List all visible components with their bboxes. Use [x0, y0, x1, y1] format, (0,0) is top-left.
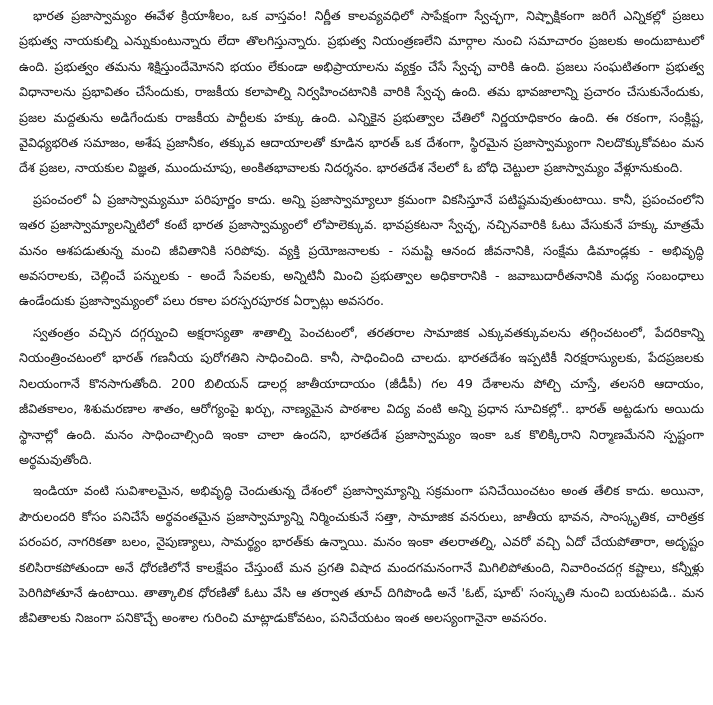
paragraph-democracy-reality: భారత ప్రజాస్వామ్యం ఈవేళ క్రియాశీలం, ఒక వాస్తవం! నిర్ణీత కాలవ్యవధిలో సాపేక్షంగా స్వేచ్ఛగా, నిష్పాక్షికంగా జరిగే ఎన్నికల్లో ప్రజలు ప్రభుత్వ నాయకుల్ని ఎన్నుకుంటున్నారు లేదా తొలగిస్తున్నారు. ప్రభుత్వ నియంత్రణలేని మార్గాల నుంచి సమాచారం ప్రజలకు అందుబాటులో ఉంది. ప్రభుత్వం తమను శిక్షిస్తుందేమోనని భయం లేకుండా అభిప్రాయాలను వ్యక్తం చేసే స్వేచ్ఛ వారికి ఉంది. ప్రజలు సంఘటితంగా ప్రభుత్వ విధానాలను ప్రభావితం చేసేందుకు, రాజకీయ కలాపాల్ని నిర్వహించటానికి వారికి స్వేచ్ఛ ఉంది. తమ భావజాలాన్ని ప్రచారం చేసుకునేందుకు, ప్రజల మద్దతును అడిగేందుకు రాజకీయ పార్టీలకు హక్కు ఉంది. ఎన్నికైన ప్రభుత్వాల చేతిలో నిర్ణయాధికారం ఉంది. ఈ రకంగా, సంక్లిష్ట, వైవిధ్యభరిత సమాజం, అశేష ప్రజానీకం, తక్కువ ఆదాయాలతో కూడిన భారత్ ఒక దేశంగా, స్థిరమైన ప్రజాస్వామ్యంగా నిలదొక్కుకోవటం మన దేశ ప్రజల, నాయకుల విజ్ఞత, ముందుచూపు, అంకితభావాలకు నిదర్శనం. భారతదేశ నేలలో ఓ బోధి చెట్టులా ప్రజాస్వామ్యం వేళ్లూనుకుంది.: [19, 8, 704, 176]
paragraph-way-forward: ఇండియా వంటి సువిశాలమైన, అభివృద్ధి చెందుతున్న దేశంలో ప్రజాస్వామ్యాన్ని సక్రమంగా పనిచేయించటం అంత తేలిక కాదు. అయినా, పౌరులందరి కోసం పనిచేసే అర్థవంతమైన ప్రజాస్వామ్యాన్ని నిర్మించుకునే సత్తా, సామాజిక వనరులు, జాతీయ భావన, సాంస్కృతిక, చారిత్రక పరంపర, నాగరికతా బలం, నైపుణ్యాలు, సామర్థ్యం భారత్‌కు ఉన్నాయి. మనం ఇంకా తలరాతల్ని, ఎవరో వచ్చి ఏదో చేయపోతారా, అదృష్టం కలిసిరాకపోతుందా అనే ధోరణిలోనే కాలక్షేపం చేస్తుంటే మన ప్రగతి విషాద మందగమనంగానే మిగిలిపోతుంది, నివారించదగ్గ కష్టాలు, కన్నీళ్లు పెరిగిపోతూనే ఉంటాయి. తాత్కాలిక ధోరణితో ఓటు వేసి ఆ తర్వాత తూచ్ దిగిపొండి అనే 'ఓట్, షూట్' సంస్కృతి నుంచి బయటపడి.. మన జీవితాలకు నిజంగా పనికొచ్చే అంశాల గురించి మాట్లాడుకోవటం, పనిచేయటం ఇంత అలస్యంగానైనా అవసరం.: [19, 483, 704, 626]
paragraph-progress-since-independence: స్వతంత్రం వచ్చిన దగ్గర్నుంచి అక్షరాస్యతా శాతాల్ని పెంచటంలో, తరతరాల సామాజిక ఎక్కువతక్కువలను తగ్గించటంలో, పేదరికాన్ని నియంత్రించటంలో భారత్ గణనీయ పురోగతిని సాధించింది. కానీ, సాధించింది చాలదు. భారతదేశం ఇప్పటికీ నిరక్షరాస్యులకు, పేదప్రజలకు నిలయంగానే కొనసాగుతోంది. 200 బిలియన్ డాలర్ల జాతీయాదాయం (జీడీపీ) గల 49 దేశాలను పోల్చి చూస్తే, తలసరి ఆదాయం, జీవితకాలం, శిశుమరణాల శాతం, ఆరోగ్యంపై ఖర్చు, నాణ్యమైన పాఠశాల విద్య వంటి అన్ని ప్రధాన సూచికల్లో.. భారత్ అట్టడుగు అయిదు స్థానాల్లో ఉంది. మనం సాధించాల్సింది ఇంకా చాలా ఉందని, భారతదేశ ప్రజాస్వామ్యం ఇంకా ఒక కొలిక్కిరాని నిర్మాణమేనని స్పష్టంగా అర్థమవుతోంది.: [19, 324, 704, 467]
paragraph-imperfections: ప్రపంచంలో ఏ ప్రజాస్వామ్యమూ పరిపూర్ణం కాదు. అన్ని ప్రజాస్వామ్యాలూ క్రమంగా వికసిస్తూనే పటిష్టమవుతుంటాయి. కానీ, ప్రపంచంలోని ఇతర ప్రజాస్వామ్యాలన్నిటిలో కంటే భారత ప్రజాస్వామ్యంలో లోపాలెక్కువ. భావప్రకటనా స్వేచ్ఛ, నచ్చినవారికి ఓటు వేసుకునే హక్కు మాత్రమే మనం ఆశపడుతున్న మంచి జీవితానికి సరిపోవు. వ్యక్తి ప్రయోజనాలకు - సమష్టి ఆనంద జీవనానికి, సంక్షేమ డిమాండ్లకు - అభివృద్ధి అవసరాలకు, చెల్లించే పన్నులకు - అందే సేవలకు, అన్నిటినీ మించి ప్రభుత్వాల అధికారానికి - జవాబుదారీతనానికి మధ్య సంబంధాలు ఉండేందుకు ప్రజాస్వామ్యంలో పలు రకాల పరస్పరపూరక ఏర్పాట్లు అవసరం.: [19, 191, 704, 309]
